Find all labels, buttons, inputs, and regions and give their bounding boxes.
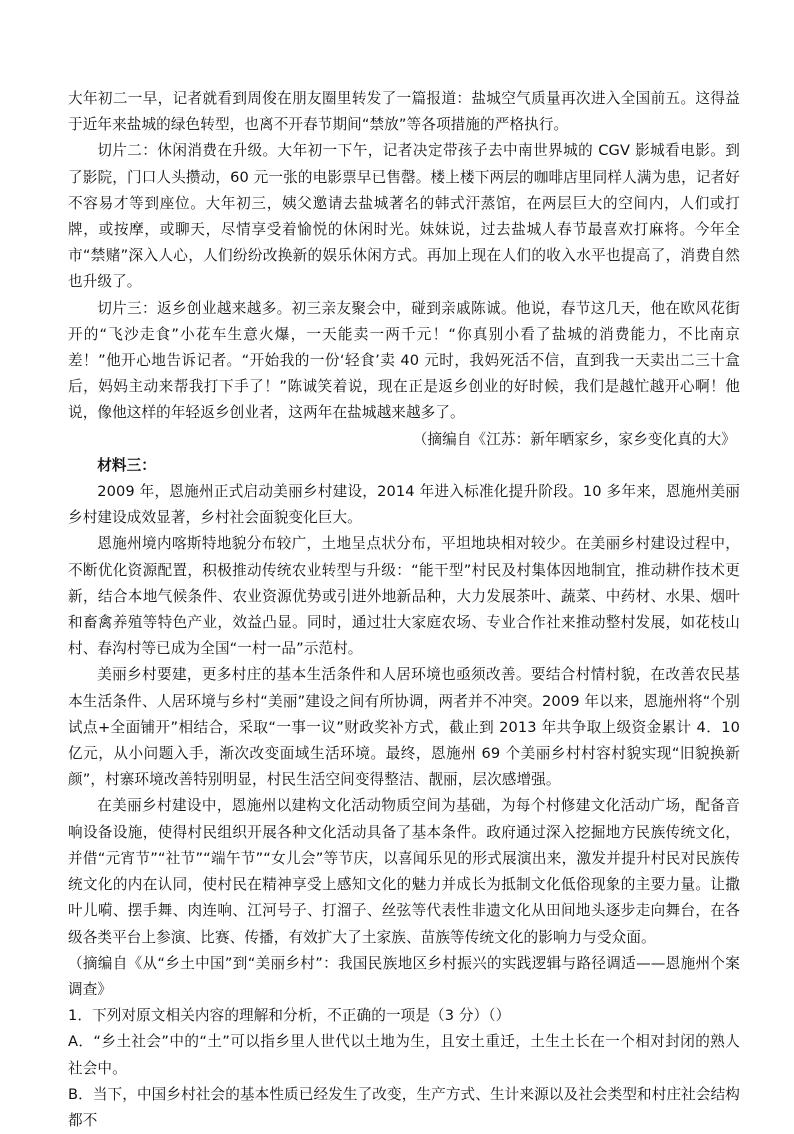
material-three-heading: 材料三： [97,456,156,474]
paragraph-slice-three: 切片三：返乡创业越来越多。初三亲友聚会中，碰到亲戚陈诚。他说，春节这几天，他在欧风花街开的“飞沙走食”小花车生意火爆，一天能卖一两千元！“你真别小看了盐城的消费能力，不比南京差！”他开心地告诉记者。“开始我的一份‘轻食’卖 40 元时，我妈死活不信，直到我一天卖出二三十盒后，妈妈主动来帮我打下手了！”陈诚笑着说，现在正是返乡创业的好时候，我们是越忙越开心啊！他说，像他这样的年轻返乡创业者，这两年在盐城越来越多了。 [68,299,740,422]
paragraph-enshi-agriculture: 恩施州境内喀斯特地貌分布较广，土地呈点状分布，平坦地块相对较少。在美丽乡村建设过程中，不断优化资源配置，积极推动传统农业转型与升级：“能干型”村民及村集体因地制宜，推动耕作技术更新，结合本地气候条件、农业资源优势或引进外地新品种，大力发展茶叶、蔬菜、中药材、水果、烟叶和畜禽养殖等特色产业，效益凸显。同时，通过壮大家庭农场、专业合作社来推动整村发展，如花枝山村、春沟村等已成为全国“一村一品”示范村。 [68,535,740,658]
paragraph-intro: 大年初二一早，记者就看到周俊在朋友圈里转发了一篇报道：盐城空气质量再次进入全国前五。这得益于近年来盐城的绿色转型，也离不开春节期间“禁放”等各项措施的严格执行。 [68,90,740,134]
source-citation-enshi: （摘编自《从“乡土中国”到“美丽乡村”：我国民族地区乡村振兴的实践逻辑与路径调适——恩施州个案调查》 [68,954,740,998]
source-citation-jiangsu: （摘编自《江苏：新年晒家乡，家乡变化真的大》 [412,430,736,448]
question-one-option-b: B．当下，中国乡村社会的基本性质已经发生了改变，生产方式、生计来源以及社会类型和村庄社会结构都不 [68,1085,740,1129]
paragraph-enshi-environment: 美丽乡村要建，更多村庄的基本生活条件和人居环境也亟须改善。要结合村情村貌，在改善农民基本生活条件、人居环境与乡村“美丽”建设之间有所协调，两者并不冲突。2009 年以来，恩施州将“个别试点+全面铺开”相结合，采取“一事一议”财政奖补方式，截止到 2013 年共争取上级资金累计 4．10 亿元，从小问题入手，渐次改变面域生活环境。最终，恩施州 69 个美丽乡村村容村貌实现“旧貌换新颜”，村寨环境改善特别明显，村民生活空间变得整洁、靓丽，层次感增强。 [68,666,740,789]
question-one-option-a: A．“乡土社会”中的“土”可以指乡里人世代以土地为生，且安土重迁，土生土长在一个相对封闭的熟人社会中。 [68,1033,740,1077]
paragraph-enshi-culture: 在美丽乡村建设中，恩施州以建构文化活动物质空间为基础，为每个村修建文化活动广场，配备音响设备设施，使得村民组织开展各种文化活动具备了基本条件。政府通过深入挖掘地方民族传统文化，并借“元宵节”“社节”“端午节”“女儿会”等节庆，以喜闻乐见的形式展演出来，激发并提升村民对民族传统文化的内在认同，使村民在精神享受上感知文化的魅力并成长为抵制文化低俗现象的主要力量。让撒叶儿嗬、摆手舞、肉连响、江河号子、打溜子、丝弦等代表性非遗文化从田间地头逐步走向舞台，在各级各类平台上参演、比赛、传播，有效扩大了土家族、苗族等传统文化的影响力与受众面。 [68,797,740,946]
paragraph-slice-two: 切片二：休闲消费在升级。大年初一下午，记者决定带孩子去中南世界城的 CGV 影城看电影。到了影院，门口人头攒动，60 元一张的电影票早已售罄。楼上楼下两层的咖啡店里同样人满为患，记者好不容易才等到座位。大年初三，姨父邀请去盐城著名的韩式汗蒸馆，在两层巨大的空间内，人们或打牌，或按摩，或聊天，尽情享受着愉悦的休闲时光。妹妹说，过去盐城人春节最喜欢打麻将。今年全市“禁赌”深入人心，人们纷纷改换新的娱乐休闲方式。再加上现在人们的收入水平也提高了，消费自然也升级了。 [68,142,740,291]
question-one-stem: 1．下列对原文相关内容的理解和分析，不正确的一项是（3 分）（） [68,1007,511,1025]
paragraph-enshi-intro: 2009 年，恩施州正式启动美丽乡村建设，2014 年进入标准化提升阶段。10 多年来，恩施州美丽乡村建设成效显著，乡村社会面貌变化巨大。 [68,483,740,527]
document-body [68,86,740,1134]
